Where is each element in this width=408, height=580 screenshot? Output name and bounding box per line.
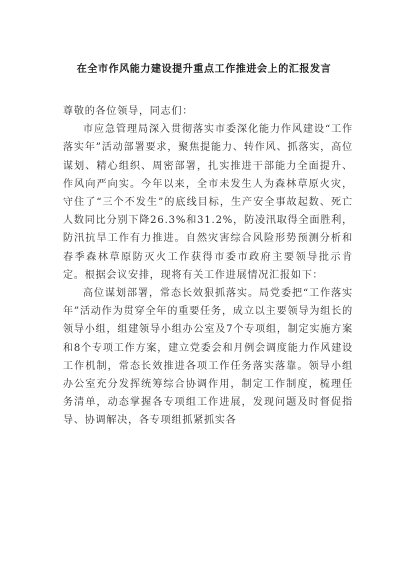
document-title: 在全市作风能力建设提升重点工作推进会上的汇报发言: [76, 64, 332, 75]
greeting-line: 尊敬的各位领导，同志们：: [63, 106, 194, 117]
document-body: [63, 103, 353, 431]
paragraph-2: 高位谋划部署，常态长效狠抓落实。局党委把“工作落实年”活动作为贯穿全年的重要任务，成立以主要领导为组长的领导小组，组建领导小组办公室及7个专项组，制定实施方案和8个专项工作方案，建立党委会和月例会调度能力作风建设工作机制，常态长效推进各项工作任务落实落靠。领导小组办公室充分发挥统筹综合协调作用，制定工作制度，梳理任务清单，动态掌握各专项组工作进展，发现问题及时督促指导、协调解决，各专项组抓紧抓实各: [63, 288, 353, 427]
paragraph-1: 市应急管理局深入贯彻落实市委深化能力作风建设“工作落实年”活动部署要求，聚焦提能力、转作风、抓落实，高位谋划、精心组织、周密部署，扎实推进干部能力全面提升、作风向严向实。今年以来，全市未发生人为森林草原火灾，守住了“三个不发生”的底线目标，生产安全事故起数、死亡人数同比分别下降26.3%和31.2%，防凌汛取得全面胜利，防汛抗旱工作有力推进。自然灾害综合风险形势预测分析和春季森林草原防灭火工作获得市委市政府主要领导批示肯定。根据会议安排，现将有关工作进展情况汇报如下：: [63, 124, 353, 281]
